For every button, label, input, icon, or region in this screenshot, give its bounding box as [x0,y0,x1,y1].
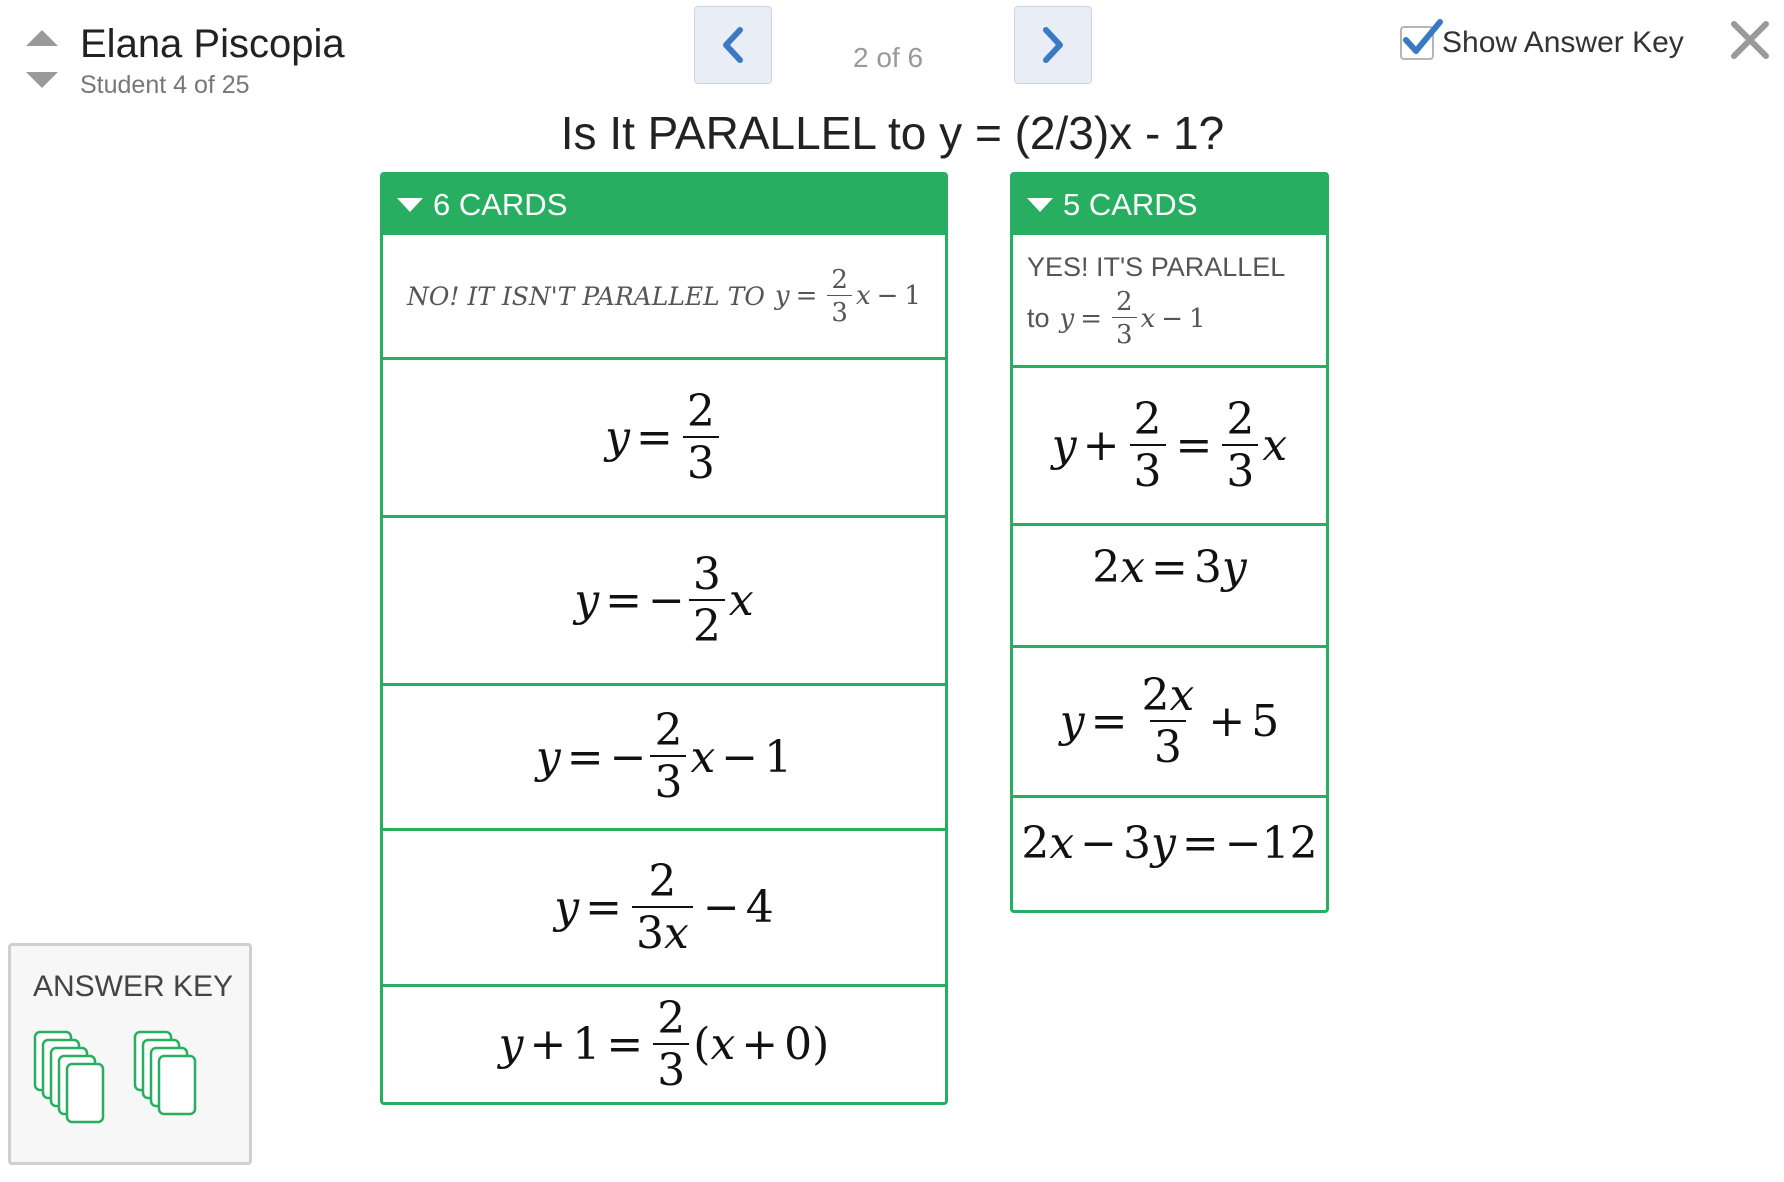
next-student-button[interactable] [26,72,58,88]
card-equation: y = $\frac{2}{3}$ [605,390,723,486]
category-column-yes [1010,172,1329,913]
student-name: Elana Piscopia [80,22,345,66]
card-equation: 2 x − 3 y = −12 [1021,818,1318,869]
equation-card[interactable] [1013,645,1326,795]
equation-card[interactable] [1013,523,1326,645]
statement-card [1013,235,1326,365]
equation-card[interactable] [383,357,945,515]
statement-text: YES! IT'S PARALLEL [1027,252,1286,282]
card-equation: y = − $\frac{2}{3}$ x − 1 [535,705,793,808]
arrow-down-icon [26,72,58,88]
card-equation: y = − $\frac{3}{2}$ x [574,548,754,652]
statement-card [383,235,945,357]
card-equation: y = $\frac{2x}{3}$ + 5 [1059,669,1280,773]
card-equation: y + 1 = $\frac{2}{3}$ ( x + 0) [498,992,830,1096]
checkmark-icon [1400,18,1444,58]
statement-equation: y = $\frac{2}{3}$ x − 1 [1059,287,1206,350]
chevron-left-icon [718,25,748,65]
card-count-label: 6 CARDS [433,187,568,222]
statement-equation: y = $\frac{2}{3}$ x − 1 [774,264,921,328]
card-stack-icon [31,1026,231,1146]
column-header[interactable] [1013,175,1326,235]
category-column-no [380,172,948,1105]
chevron-right-icon [1038,25,1068,65]
previous-student-button[interactable] [26,30,58,46]
card-equation: y = $\frac{2}{3x}$ − 4 [554,855,774,959]
close-icon [1728,18,1772,62]
equation-card[interactable] [383,828,945,984]
equation-card[interactable] [1013,365,1326,523]
next-page-button[interactable] [1014,6,1092,84]
student-position: Student 4 of 25 [80,71,250,99]
page-counter: 2 of 6 [853,42,924,73]
statement-text-to: to [1027,303,1050,333]
answer-key-button[interactable] [8,943,252,1165]
card-equation: y + $\frac{2}{3}$ = $\frac{2}{3}$ x [1051,393,1288,497]
equation-card[interactable] [383,984,945,1102]
card-equation: 2 x = 3 y [1092,542,1247,593]
previous-page-button[interactable] [694,6,772,84]
answer-key-label: ANSWER KEY [33,970,234,1003]
equation-card[interactable] [383,683,945,828]
show-answer-key-toggle[interactable] [1400,26,1684,60]
equation-card[interactable] [383,515,945,683]
statement-text: NO! IT ISN'T PARALLEL TO [407,281,765,311]
question-title: Is It PARALLEL to y = (2/3)x - 1? [560,107,1225,159]
show-answer-key-checkbox[interactable] [1400,26,1434,60]
collapse-triangle-icon [1027,198,1053,212]
equation-card[interactable] [1013,795,1326,910]
arrow-up-icon [26,30,58,46]
collapse-triangle-icon [397,198,423,212]
card-count-label: 5 CARDS [1063,187,1198,222]
show-answer-key-label: Show Answer Key [1442,26,1684,59]
column-header[interactable] [383,175,945,235]
close-button[interactable] [1728,18,1772,67]
